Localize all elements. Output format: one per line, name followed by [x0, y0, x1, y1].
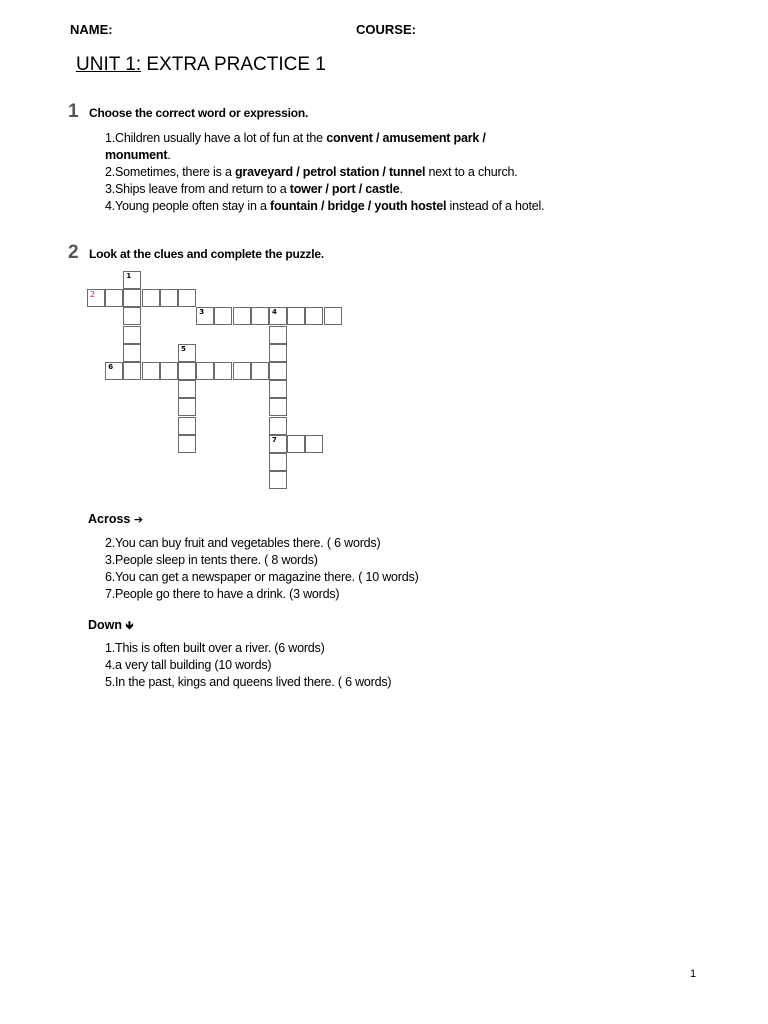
down-clues [105, 640, 555, 691]
exercise-1-number: 1 [68, 101, 79, 122]
across-clues [105, 535, 555, 603]
crossword-cell[interactable] [87, 289, 105, 307]
crossword-cell[interactable] [196, 307, 214, 325]
down-heading [88, 617, 133, 636]
name-label: NAME: [70, 22, 113, 37]
crossword-cell[interactable] [178, 380, 196, 398]
crossword-cell[interactable] [123, 307, 141, 325]
crossword-grid [87, 271, 347, 481]
crossword-cell[interactable] [142, 289, 160, 307]
title-unit: UNIT 1: [76, 54, 142, 75]
crossword-cell[interactable] [178, 362, 196, 380]
answer-options: convent / amusement park / monument [105, 131, 486, 162]
crossword-cell[interactable] [324, 307, 342, 325]
crossword-cell[interactable] [287, 307, 305, 325]
crossword-cell[interactable] [233, 362, 251, 380]
page-title [76, 54, 326, 76]
item-text: 1.Children usually have a lot of fun at the [105, 131, 327, 145]
clue-item: 7.People go there to have a drink. (3 words) [105, 587, 340, 601]
crossword-cell[interactable] [123, 344, 141, 362]
crossword-cell[interactable] [160, 362, 178, 380]
item-text: next to a church. [425, 165, 518, 179]
crossword-cell[interactable] [123, 362, 141, 380]
crossword-cell[interactable] [105, 289, 123, 307]
item-text: . [399, 182, 403, 196]
crossword-cell[interactable] [105, 362, 123, 380]
crossword-cell[interactable] [123, 271, 141, 289]
exercise-1-item [105, 130, 545, 164]
crossword-cell[interactable] [269, 417, 287, 435]
crossword-cell[interactable] [214, 362, 232, 380]
clue-number: 7 [272, 435, 277, 444]
exercise-1-item [105, 198, 545, 215]
across-heading [88, 512, 143, 526]
crossword-cell[interactable] [269, 471, 287, 489]
clue-item: 2.You can buy fruit and vegetables there. ( 6 words) [105, 536, 381, 550]
crossword-cell[interactable] [214, 307, 232, 325]
item-text: . [167, 148, 171, 162]
crossword-cell[interactable] [160, 289, 178, 307]
clue-number: 6 [108, 363, 114, 371]
crossword-cell[interactable] [251, 362, 269, 380]
clue-item: 4.a very tall building (10 words) [105, 658, 272, 672]
across-label: Across [88, 512, 131, 526]
crossword-cell[interactable] [251, 307, 269, 325]
clue-number: 1 [126, 272, 132, 280]
arrow-right-icon: ➔ [133, 513, 144, 526]
clue-number: 4 [272, 308, 277, 317]
item-text: 3.Ships leave from and return to a [105, 182, 290, 196]
crossword-cell[interactable] [269, 326, 287, 344]
clue-number: 5 [181, 344, 186, 353]
crossword-cell[interactable] [233, 307, 251, 325]
exercise-1-items [105, 130, 545, 215]
exercise-1-instruction: Choose the correct word or expression. [89, 106, 309, 120]
clue-number: 2 [90, 290, 96, 300]
clue-item: 1.This is often built over a river. (6 words) [105, 641, 325, 655]
crossword-cell[interactable] [305, 435, 323, 453]
page-number: 1 [690, 968, 697, 980]
clue-item: 3.People sleep in tents there. ( 8 words) [105, 553, 318, 567]
exercise-2-number: 2 [68, 242, 79, 263]
exercise-1-item [105, 164, 545, 181]
crossword-cell[interactable] [269, 435, 287, 453]
exercise-1-item [105, 181, 545, 198]
item-text: 4.Young people often stay in a [105, 199, 271, 213]
crossword-cell[interactable] [269, 453, 287, 471]
crossword-cell[interactable] [269, 344, 287, 362]
down-label: Down [88, 618, 123, 632]
crossword-cell[interactable] [178, 435, 196, 453]
crossword-cell[interactable] [196, 362, 214, 380]
crossword-cell[interactable] [178, 289, 196, 307]
exercise-2-instruction: Look at the clues and complete the puzzle. [89, 247, 324, 261]
crossword-cell[interactable] [178, 344, 196, 362]
answer-options: fountain / bridge / youth hostel [270, 199, 447, 213]
crossword-cell[interactable] [287, 435, 305, 453]
clue-item: 6.You can get a newspaper or magazine there. ( 10 words) [105, 570, 419, 584]
item-text: 2.Sometimes, there is a [105, 165, 235, 179]
arrow-down-icon: 🡻 [125, 619, 134, 632]
clue-number: 3 [199, 308, 205, 317]
title-rest: EXTRA PRACTICE 1 [141, 54, 326, 75]
crossword-cell[interactable] [305, 307, 323, 325]
crossword-cell[interactable] [142, 362, 160, 380]
crossword-cell[interactable] [123, 289, 141, 307]
crossword-cell[interactable] [178, 417, 196, 435]
crossword-cell[interactable] [269, 307, 287, 325]
item-text: instead of a hotel. [446, 199, 545, 213]
answer-options: tower / port / castle [289, 182, 400, 196]
crossword-cell[interactable] [269, 380, 287, 398]
crossword-cell[interactable] [269, 362, 287, 380]
crossword-cell[interactable] [269, 398, 287, 416]
answer-options: graveyard / petrol station / tunnel [234, 165, 426, 179]
clue-item: 5.In the past, kings and queens lived there. ( 6 words) [105, 675, 392, 689]
crossword-cell[interactable] [178, 398, 196, 416]
course-label: COURSE: [356, 22, 416, 37]
crossword-cell[interactable] [123, 326, 141, 344]
